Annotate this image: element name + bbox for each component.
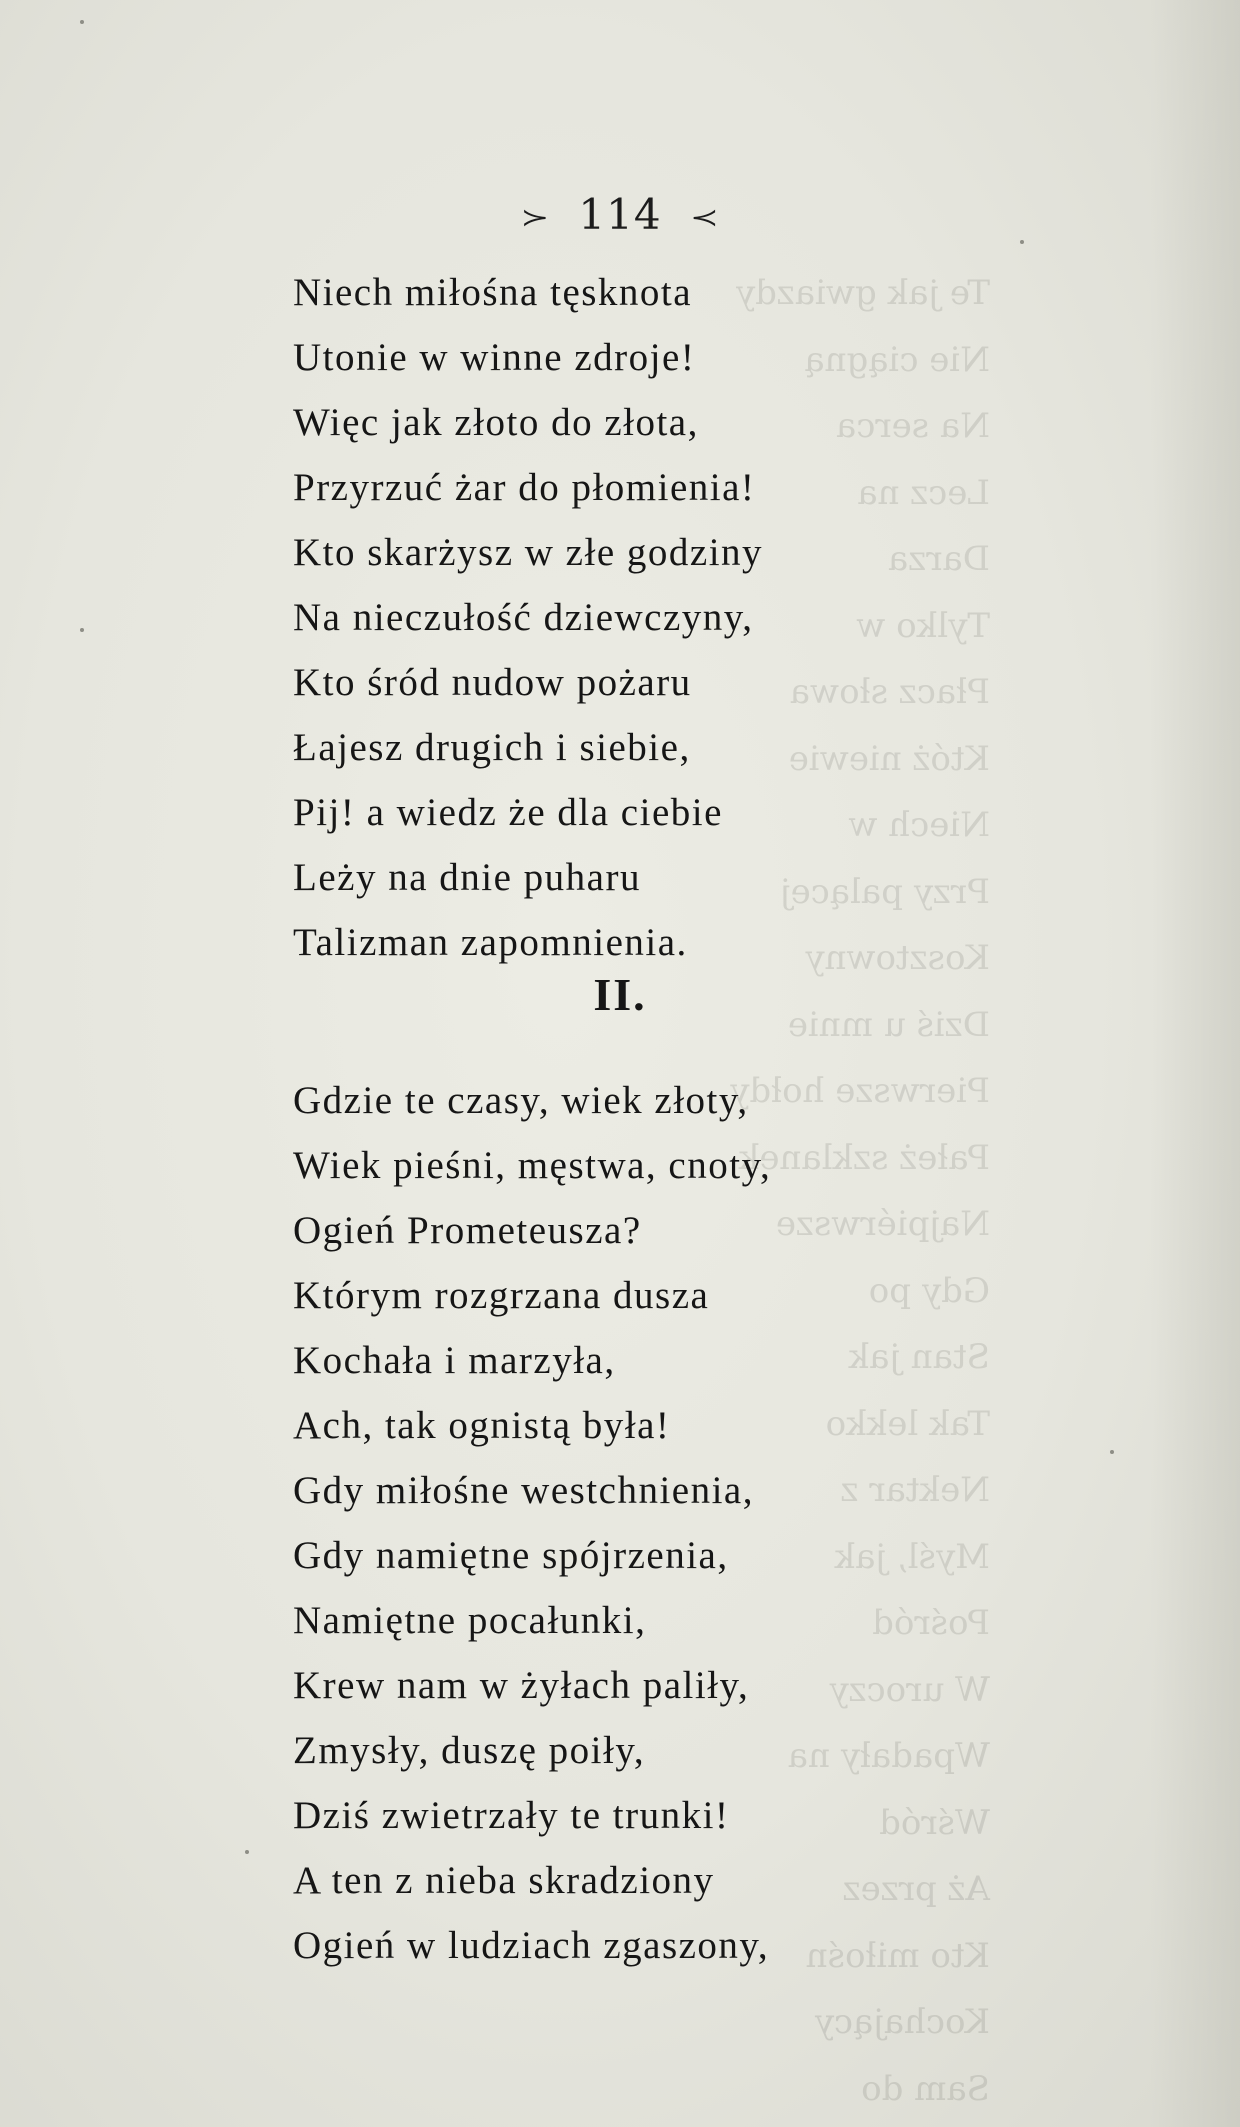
- verse-line: Przyrzuć żar do płomienia!: [293, 466, 756, 509]
- verse-line: Łajesz drugich i siebie,: [293, 726, 691, 769]
- verse-line: Więc jak złoto do złota,: [293, 401, 699, 444]
- paper-speck: [1110, 1450, 1114, 1454]
- verse-line: Kochała i marzyła,: [293, 1339, 616, 1382]
- bleed-through-text: Te jak gwiazdy Nie ciągną Na serca Lecz na Darza Tylko w Płacz słowa Któż niewie Niech w Przy palącej Kosztowny Dziś u mnie Pierwsze hołdy Pałeż szklanek Najpiérwsze Gdy po Stan jak Tak lekko Nektar z Myśl, jak Pośród W uroczy Wpadały na Wśród Aż przez Kto miłośn Kochający Sam do: [730, 273, 990, 2109]
- stanza-1: [293, 260, 763, 975]
- verse-line: Leży na dnie puharu: [293, 856, 641, 899]
- page-edge-shadow: [1150, 0, 1240, 2127]
- verse-line: Gdy miłośne westchnienia,: [293, 1469, 754, 1512]
- verse-line: Talizman zapomnienia.: [293, 921, 688, 964]
- verse-line: Ach, tak ognistą była!: [293, 1404, 671, 1447]
- paper-speck: [1020, 240, 1024, 244]
- right-ornament: ≺: [689, 204, 720, 232]
- verse-line: Na nieczułość dziewczyny,: [293, 596, 754, 639]
- verse-line: Zmysły, duszę poiły,: [293, 1729, 646, 1772]
- verse-line: Dziś zwietrzały te trunki!: [293, 1794, 730, 1837]
- stanza-2: [293, 1068, 771, 1978]
- paper-speck: [80, 20, 84, 24]
- verse-line: Wiek pieśni, męstwa, cnoty,: [293, 1144, 772, 1187]
- page-header: [0, 190, 1240, 239]
- left-ornament: ≻: [520, 204, 551, 232]
- verse-line: Utonie w winne zdroje!: [293, 336, 696, 379]
- verse-line: Krew nam w żyłach paliły,: [293, 1664, 750, 1707]
- verse-line: Kto śród nudow pożaru: [293, 661, 692, 704]
- verse-line: Kto skarżysz w złe godziny: [293, 531, 764, 574]
- verse-line: Niech miłośna tęsknota: [293, 271, 693, 314]
- verse-line: Gdzie te czasy, wiek złoty,: [293, 1079, 749, 1122]
- page-number: 114: [578, 190, 662, 239]
- section-heading: II.: [593, 969, 647, 1020]
- verse-line: Którym rozgrzana dusza: [293, 1274, 710, 1317]
- paper-speck: [80, 628, 84, 632]
- verse-line: Namiętne pocałunki,: [293, 1599, 647, 1642]
- verse-line: Ogień w ludziach zgaszony,: [293, 1924, 770, 1967]
- verse-line: A ten z nieba skradziony: [293, 1859, 715, 1902]
- verse-line: Pij! a wiedz że dla ciebie: [293, 791, 723, 834]
- verse-line: Gdy namiętne spójrzenia,: [293, 1534, 729, 1577]
- paper-speck: [245, 1850, 249, 1854]
- verse-line: Ogień Prometeusza?: [293, 1209, 642, 1252]
